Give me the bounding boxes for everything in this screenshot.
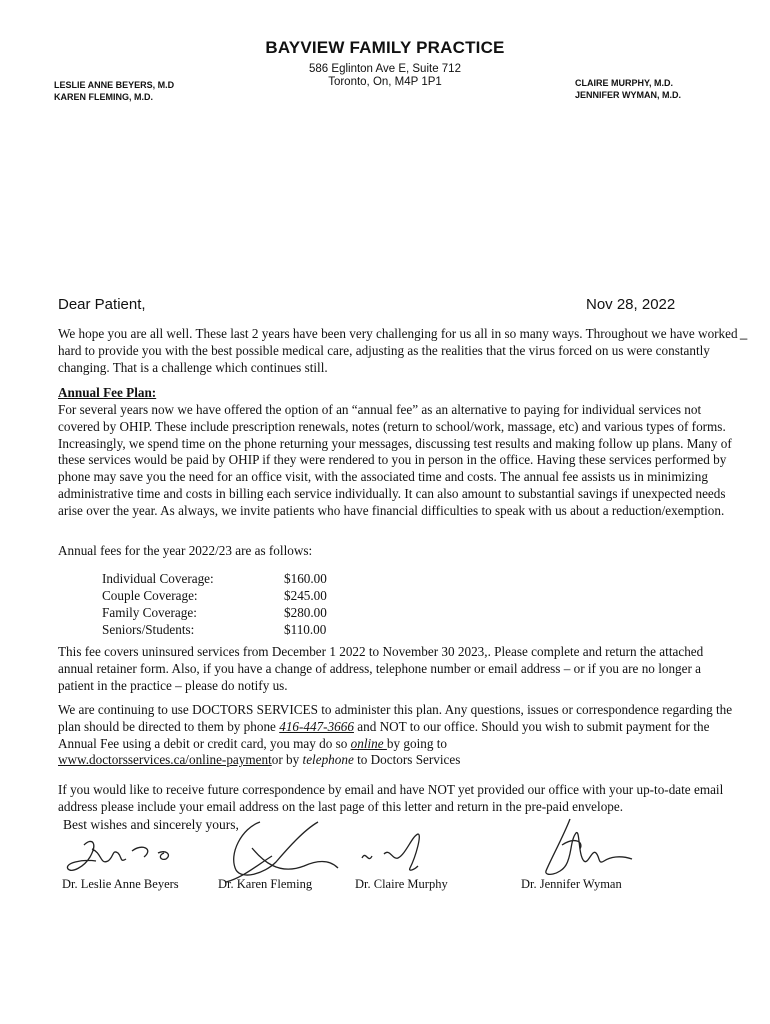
plan-paragraph: For several years now we have offered the option of an “annual fee” as an alternative to paying for individual services not covered by OHIP. These include prescription renewals, notes (return to school/work, massage, etc) and various types of forms. Increasingly, we spend time on the phone returning your messages, discussing test results and making follow up plans. Many of these services would be paid by OHIP if they were rendered to you in person in the office. Having these services performed by phone may save you the need for an office visit, with the associated time and costs. The annual fee assists us in minimizing administrative time and costs in billing each service individually. It can also amount to substantial savings if unexpected needs arise over the year. As always, we invite patients who have financial difficulties to speak with us about a reduction/exemption. [58, 402, 732, 518]
fee-row [102, 570, 327, 587]
fees-intro: Annual fees for the year 2022/23 are as follows: [58, 543, 313, 558]
fee-label: Couple Coverage: [102, 588, 198, 603]
phone-link[interactable]: 416-447-3666 [279, 718, 354, 734]
doctor-name: CLAIRE MURPHY, M.D. [575, 78, 674, 88]
fee-label: Family Coverage: [102, 605, 197, 620]
fee-label: Individual Coverage: [102, 571, 214, 586]
doctor-name: LESLIE ANNE BEYERS, M.D [54, 80, 175, 90]
section-heading: Annual Fee Plan: [58, 385, 157, 400]
signature-name: Dr. Leslie Anne Beyers [62, 877, 179, 891]
closing-line: Best wishes and sincerely yours, [63, 817, 239, 832]
address-line-1: 586 Eglinton Ave E, Suite 712 [309, 63, 461, 75]
practice-name: BAYVIEW FAMILY PRACTICE [265, 38, 505, 57]
signature-wyman-icon [540, 815, 650, 885]
doctor-name: JENNIFER WYMAN, M.D. [575, 90, 682, 100]
coverage-paragraph: This fee covers uninsured services from December 1 2022 to November 30 2023,. Please complete and return the attached annual retainer form. Also, if you have a change of address, telephone number or email address – or if you are no longer a patient in the practice – please do notify us. [58, 644, 704, 693]
doctor-name: KAREN FLEMING, M.D. [54, 92, 153, 102]
intro-paragraph: We hope you are all well. These last 2 years have been very challenging for us all in so many ways. Throughout we have worked hard to provide you with the best possible medical care, adjusting as the realities that the virus forced on us were constantly changing. That is a challenge which continues still. [58, 326, 738, 375]
telephone-text: telephone [302, 752, 354, 768]
salutation: Dear Patient, [58, 296, 146, 313]
address-line-2: Toronto, On, M4P 1P1 [328, 76, 442, 88]
signature-beyers-icon [62, 835, 202, 880]
doctors-list-right [575, 77, 681, 101]
fee-amount: $280.00 [284, 605, 327, 620]
fee-row [102, 587, 327, 604]
fee-label: Seniors/Students: [102, 622, 195, 637]
signature-name: Dr. Claire Murphy [355, 877, 448, 891]
letter-date: Nov 28, 2022 [586, 296, 676, 313]
doctors-list-left [54, 79, 174, 103]
fee-amount: $245.00 [284, 588, 327, 603]
fees-table [102, 570, 327, 638]
payment-url-link[interactable]: www.doctorsservices.ca/online-payment [58, 752, 272, 768]
signature-name: Dr. Karen Fleming [218, 877, 313, 891]
signature-name: Dr. Jennifer Wyman [521, 877, 622, 891]
fee-amount: $160.00 [284, 571, 327, 586]
fee-row [102, 604, 327, 621]
signature-murphy-icon [358, 828, 438, 878]
online-link[interactable]: online [350, 735, 387, 751]
email-paragraph: If you would like to receive future correspondence by email and have NOT yet provided our office with your up-to-date email address please include your email address on the last page of this letter and return in the pre-paid envelope. [58, 782, 724, 814]
doctors-services-paragraph: We are continuing to use DOCTORS SERVICES to administer this plan. Any questions, issues or correspondence regarding the plan should be directed to them by phone 416-447-3666 and NOT to our office. Should you wish to submit payment for the Annual Fee using a debit or credit card, you may do so online by going to www.doctorsservices.ca/online-paymentor by telephone to Doctors Services [58, 702, 733, 768]
fee-row [102, 621, 327, 638]
practice-address [285, 63, 485, 89]
fee-amount: $110.00 [284, 622, 327, 637]
margin-mark: _ [740, 325, 748, 340]
